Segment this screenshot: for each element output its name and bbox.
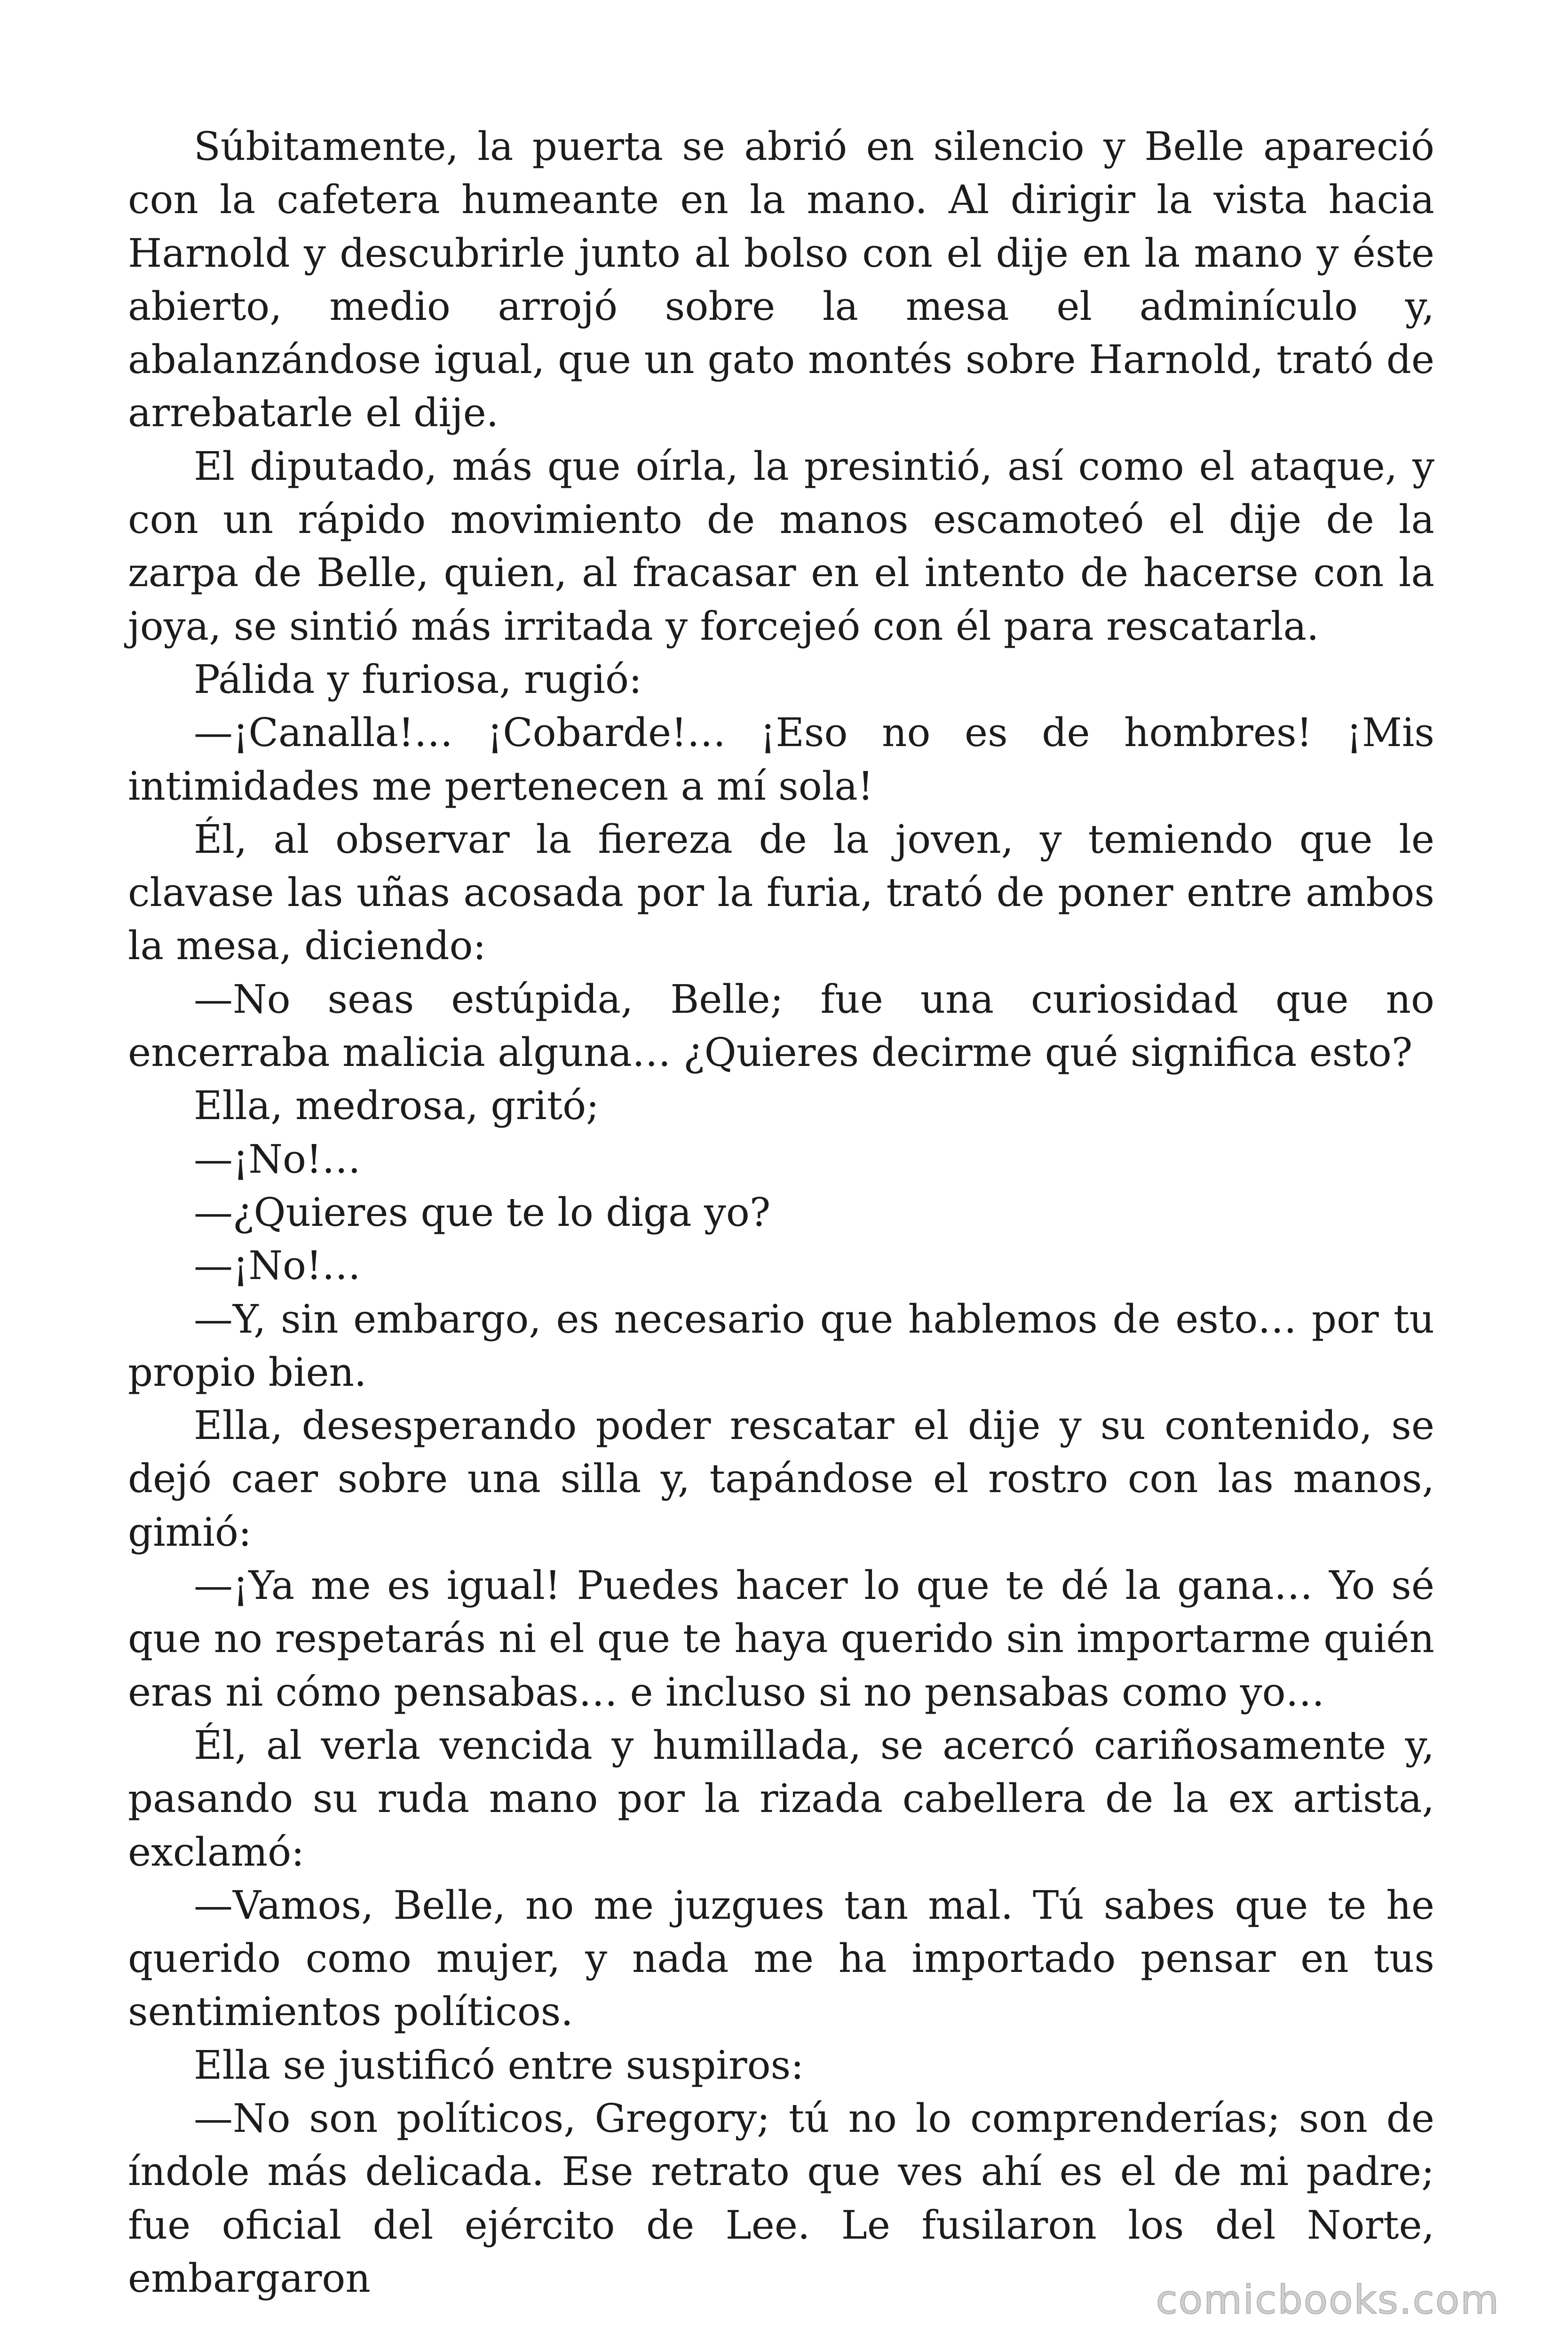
dialogue-line: —Y, sin embargo, es necesario que hablemos de esto… por tu propio bien. [128, 1296, 1434, 1395]
dialogue-line: —No seas estúpida, Belle; fue una curiosidad que no encerraba malicia alguna… ¿Quieres decirme qué significa esto? [128, 976, 1434, 1076]
paragraph: Él, al verla vencida y humillada, se acercó cariñosamente y, pasando su ruda mano por la rizada cabellera de la ex artista, exclamó: [128, 1722, 1434, 1875]
dialogue-line: —¡No!… [194, 1243, 361, 1289]
body-text [128, 120, 1434, 2305]
paragraph: Súbitamente, la puerta se abrió en silencio y Belle apareció con la cafetera humeante en la mano. Al dirigir la vista hacia Harnold y descubrirle junto al bolso con el dije en la mano y éste abierto, medio arrojó sobre la mesa el adminículo y, abalanzándose igual, que un gato montés sobre Harnold, trató de arrebatarle el dije. [128, 124, 1434, 436]
paragraph: Ella se justificó entre suspiros: [194, 2042, 804, 2088]
paragraph: Ella, desesperando poder rescatar el dije y su contenido, se dejó caer sobre una silla y, tapándose el rostro con las manos, gimió: [128, 1403, 1434, 1555]
dialogue-line: —¡No!… [194, 1136, 361, 1182]
paragraph: El diputado, más que oírla, la presintió, así como el ataque, y con un rápido movimiento de manos escamoteó el dije de la zarpa de Belle, quien, al fracasar en el intento de hacerse con la joya, se sintió más irritada y forcejeó con él para rescatarla. [128, 443, 1434, 649]
dialogue-line: —¡Ya me es igual! Puedes hacer lo que te dé la gana… Yo sé que no respetarás ni el que te haya querido sin importarme quién eras ni cómo pensabas… e incluso si no pensabas como yo… [128, 1563, 1434, 1715]
paragraph: Ella, medrosa, gritó; [194, 1083, 600, 1129]
dialogue-line: —¡Canalla!… ¡Cobarde!… ¡Eso no es de hombres! ¡Mis intimidades me pertenecen a mí sola! [128, 710, 1434, 809]
dialogue-line: —No son políticos, Gregory; tú no lo comprenderías; son de índole más delicada. Ese retrato que ves ahí es el de mi padre; fue oficial del ejército de Lee. Le fusilaron los del Norte, embargaron [128, 2095, 1434, 2301]
watermark: comicbooks.com [1156, 2277, 1500, 2323]
dialogue-line: —¿Quieres que te lo diga yo? [194, 1189, 771, 1235]
paragraph: Pálida y furiosa, rugió: [194, 656, 642, 702]
dialogue-line: —Vamos, Belle, no me juzgues tan mal. Tú sabes que te he querido como mujer, y nada me ha importado pensar en tus sentimientos políticos. [128, 1882, 1434, 2035]
paragraph: Él, al observar la fiereza de la joven, y temiendo que le clavase las uñas acosada por la furia, trató de poner entre ambos la mesa, diciendo: [128, 816, 1434, 969]
